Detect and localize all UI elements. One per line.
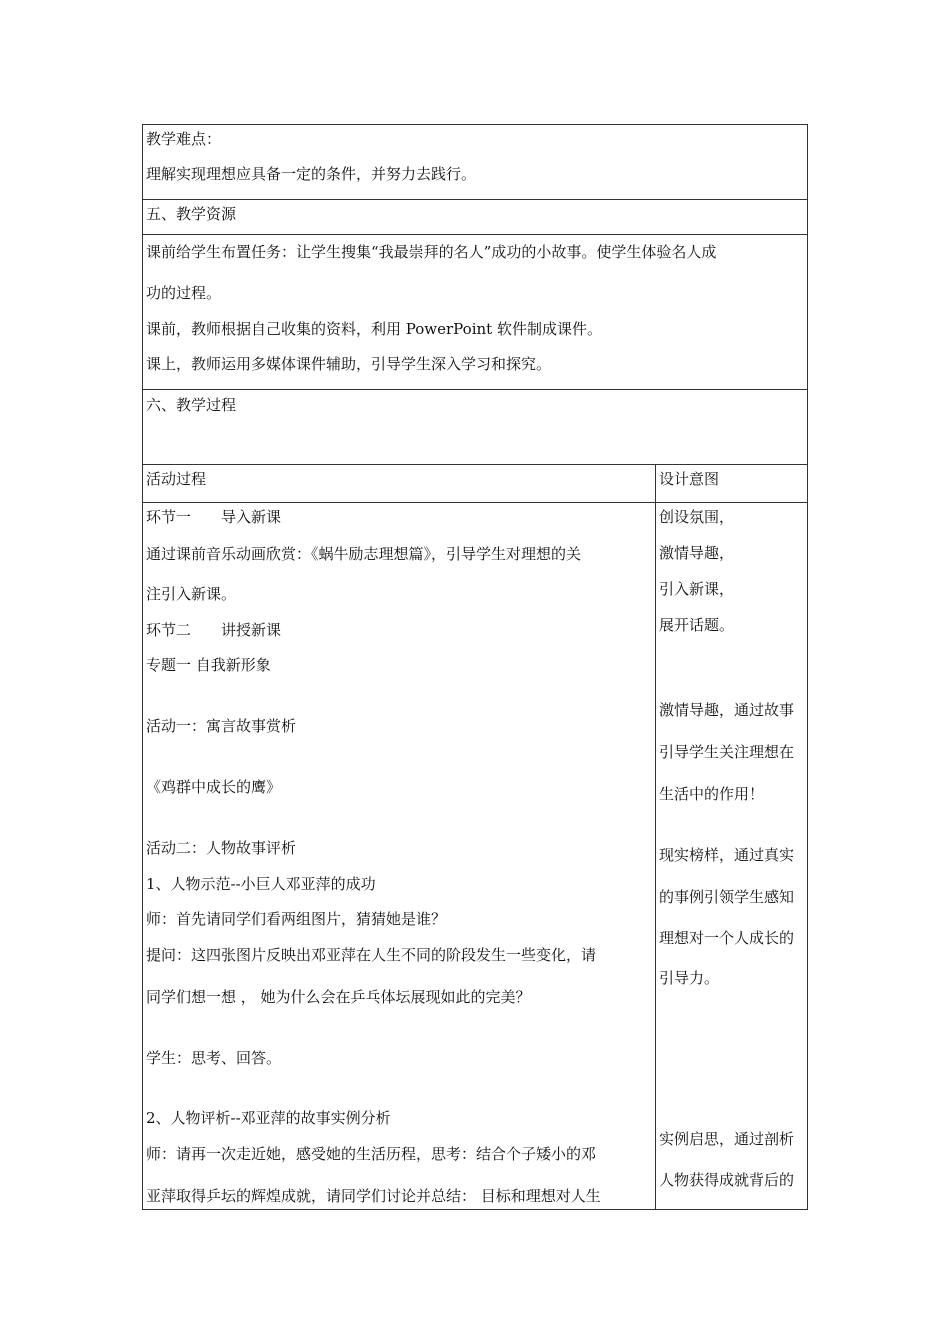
column-divider: [655, 464, 656, 1209]
resources-heading: 五、教学资源: [146, 205, 237, 223]
row-divider: [142, 464, 808, 465]
row-divider: [142, 502, 808, 503]
intent-line: 实例启思，通过剖析: [659, 1130, 795, 1148]
activity-line: 活动一：寓言故事赏析: [146, 717, 297, 735]
resources-line: 功的过程。: [146, 284, 222, 302]
row-divider: [142, 389, 808, 390]
resources-line: 课上，教师运用多媒体课件辅助，引导学生深入学习和探究。: [146, 355, 552, 373]
intent-line: 创设氛围，: [659, 508, 735, 526]
intent-line: 理想对一个人成长的: [659, 929, 795, 947]
activity-line: 环节二 讲授新课: [146, 621, 282, 639]
intent-line: 引入新课，: [659, 580, 735, 598]
intent-column-header: 设计意图: [659, 470, 720, 488]
activity-line: 2、人物评析--邓亚萍的故事实例分析: [146, 1109, 391, 1127]
intent-line: 人物获得成就背后的: [659, 1171, 795, 1189]
intent-line: 展开话题。: [659, 616, 735, 634]
activity-line: 活动二：人物故事评析: [146, 839, 297, 857]
intent-line: 引导力。: [659, 969, 720, 987]
intent-line: 激情导趣，: [659, 544, 735, 562]
activity-line: 环节一 导入新课: [146, 508, 282, 526]
activity-column-header: 活动过程: [146, 470, 207, 488]
activity-line: 师：首先请同学们看两组图片，猜猜她是谁？: [146, 910, 447, 928]
difficulty-heading: 教学难点：: [146, 130, 222, 148]
row-divider: [142, 199, 808, 200]
activity-line: 亚萍取得乒坛的辉煌成就，请同学们讨论并总结： 目标和理想对人生: [146, 1187, 601, 1205]
intent-line: 引导学生关注理想在: [659, 743, 795, 761]
difficulty-text: 理解实现理想应具备一定的条件，并努力去践行。: [146, 165, 477, 183]
activity-line: 提问：这四张图片反映出邓亚萍在人生不同的阶段发生一些变化，请: [146, 946, 597, 964]
activity-line: 师：请再一次走近她，感受她的生活历程，思考：结合个子矮小的邓: [146, 1145, 597, 1163]
intent-line: 现实榜样，通过真实: [659, 846, 795, 864]
process-heading: 六、教学过程: [146, 396, 237, 414]
intent-line: 激情导趣，通过故事: [659, 701, 795, 719]
activity-line: 注引入新课。: [146, 585, 237, 603]
activity-line: 同学们想一想 ， 她为什么会在乒乓体坛展现如此的完美？: [146, 988, 531, 1006]
activity-line: 1、人物示范--小巨人邓亚萍的成功: [146, 875, 376, 893]
intent-line: 的事例引领学生感知: [659, 888, 795, 906]
activity-line: 通过课前音乐动画欣赏：《蜗牛励志理想篇》，引导学生对理想的关: [146, 545, 582, 563]
table-top-border: [142, 124, 808, 125]
resources-line: 课前，教师根据自己收集的资料，利用 PowerPoint 软件制成课件。: [146, 320, 602, 338]
intent-line: 生活中的作用！: [659, 785, 765, 803]
activity-line: 学生：思考、回答。: [146, 1049, 282, 1067]
activity-line: 专题一 自我新形象: [146, 656, 271, 674]
table-bottom-border: [142, 1209, 808, 1210]
activity-line: 《鸡群中成长的鹰》: [146, 778, 282, 796]
row-divider: [142, 234, 808, 235]
resources-line: 课前给学生布置任务：让学生搜集“我最崇拜的名人”成功的小故事。使学生体验名人成: [146, 243, 717, 261]
